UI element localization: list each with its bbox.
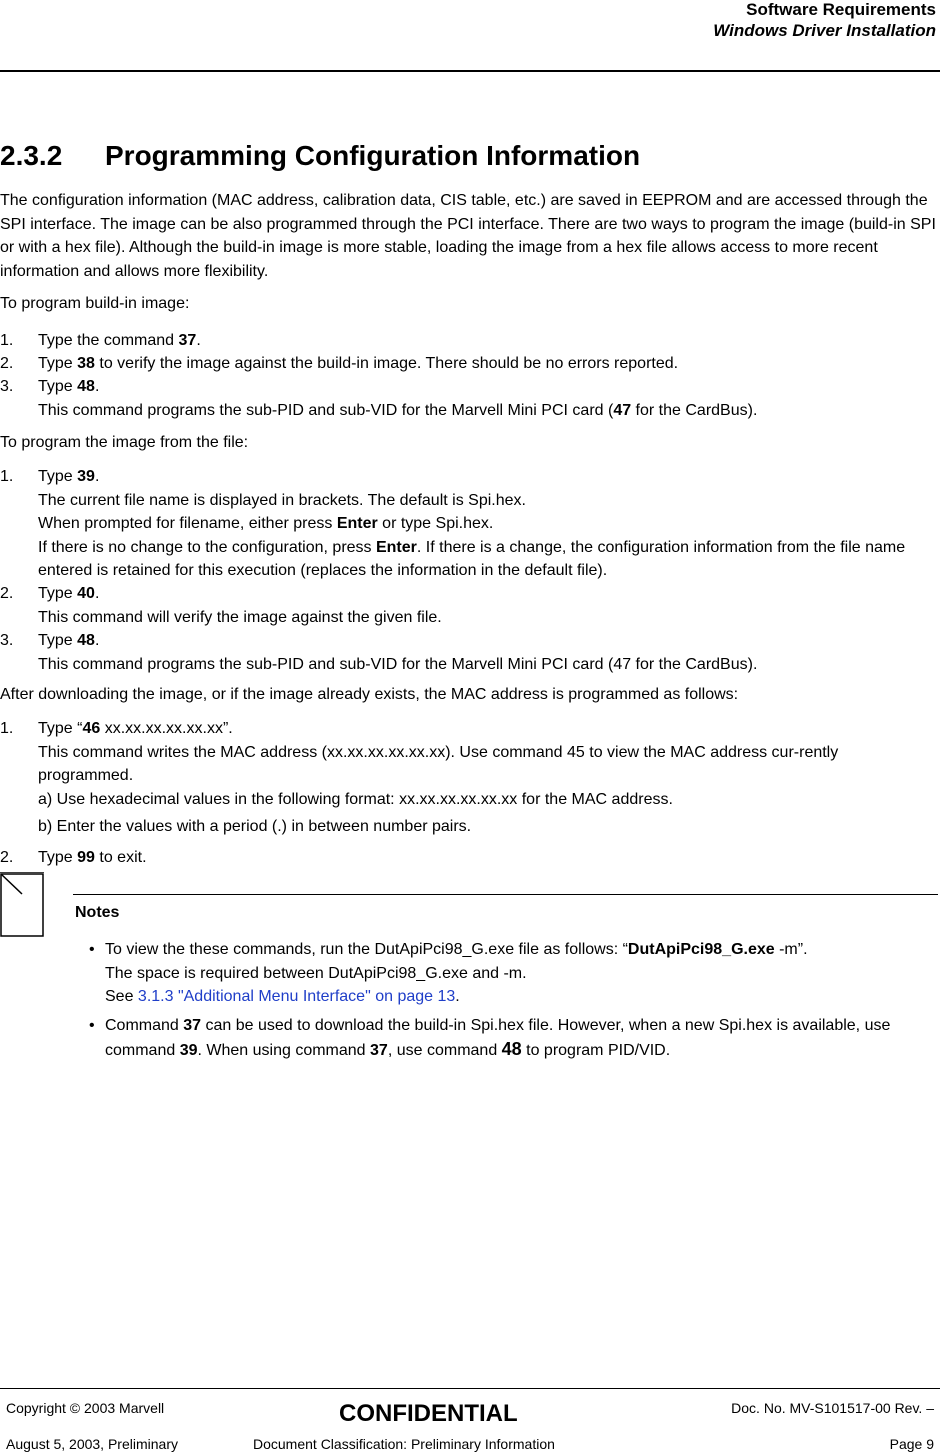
- command-number: 47: [613, 401, 632, 419]
- command-number: 48: [501, 1038, 522, 1059]
- key-name: Enter: [336, 515, 378, 532]
- build-in-step-1: [0, 329, 936, 353]
- step-text: If there is no change to the configuration, press: [38, 538, 376, 556]
- section-number: 2.3.2: [0, 140, 63, 171]
- footer-confidential: CONFIDENTIAL: [339, 1400, 518, 1427]
- command-number: 37: [370, 1041, 388, 1059]
- step-text: to verify the image against the build-in image. There should be no errors reported.: [94, 355, 679, 372]
- footer-classification: Document Classification: Preliminary Information: [253, 1436, 555, 1452]
- step-text: .: [94, 468, 100, 485]
- step-text: to exit.: [94, 849, 147, 866]
- command-number: 37: [183, 1017, 202, 1034]
- step-number: 1.: [0, 332, 14, 349]
- notes-title: Notes: [75, 904, 120, 921]
- step-text: This command programs the sub-PID and sub-VID for the Marvell Mini PCI card (47 for the CardBus).: [38, 655, 758, 673]
- header-subtitle: Windows Driver Installation: [713, 21, 936, 40]
- step-text: This command writes the MAC address (xx.xx.xx.xx.xx.xx). Use command 45 to view the MAC address cur-rently programmed.: [38, 743, 839, 784]
- step-text: This command programs the sub-PID and sub-VID for the Marvell Mini PCI card (: [38, 401, 614, 419]
- command-number: 37: [178, 332, 197, 349]
- note-bullet-1: [75, 938, 937, 1009]
- note-text: .: [455, 988, 460, 1005]
- mac-substep-a: a) Use hexadecimal values in the following format: xx.xx.xx.xx.xx.xx for the MAC address.: [38, 791, 673, 808]
- from-file-step-1: [0, 465, 936, 583]
- note-text: to program PID/VID.: [521, 1041, 671, 1059]
- notes-rule: [73, 894, 938, 895]
- step-text: .: [196, 332, 201, 349]
- note-text: , use command: [387, 1041, 502, 1059]
- note-bullet-2: [75, 1014, 937, 1062]
- executable-name: DutApiPci98_G.exe: [627, 941, 775, 958]
- intro-paragraph: The configuration information (MAC address, calibration data, CIS table, etc.) are saved in EEPROM and are accessed through the SPI interface. The image can be also programmed through the PCI interface. There are two ways to program the image (build-in SPI or with a hex file). Although the build-in image is more stable, loading the image from a hex file allows access to more recent information and allows more flexibility.: [0, 192, 936, 280]
- note-text: The space is required between DutApiPci98_G.exe and -m.: [105, 964, 527, 982]
- header-title: Software Requirements: [746, 0, 936, 19]
- step-text: or type Spi.hex.: [377, 515, 494, 532]
- command-number: 48: [77, 378, 95, 395]
- bullet-dot: •: [89, 1017, 95, 1034]
- from-file-step-2: [0, 582, 936, 629]
- command-number: 38: [77, 355, 95, 372]
- note-text: . When using command: [197, 1041, 371, 1059]
- note-icon: [0, 872, 44, 938]
- note-text: -m”.: [774, 941, 808, 958]
- footer-page-number: Page 9: [889, 1436, 934, 1452]
- step-text: . If there is a change, the configuration information from the file name entered is retained for this execution (replaces the information in the default file).: [38, 538, 906, 579]
- step-text: xx.xx.xx.xx.xx.xx”.: [100, 720, 233, 737]
- section-title: Programming Configuration Information: [105, 140, 641, 171]
- key-name: Enter: [375, 538, 417, 556]
- step-number: 2.: [0, 585, 14, 602]
- step-text: Type: [38, 378, 78, 395]
- build-in-step-2: [0, 352, 936, 376]
- step-text: Type the command: [38, 332, 179, 349]
- note-text: See: [105, 988, 138, 1005]
- command-number: 39: [77, 468, 95, 485]
- note-text: Command: [105, 1017, 184, 1034]
- command-number: 39: [179, 1041, 198, 1059]
- command-number: 40: [77, 585, 95, 602]
- step-text: .: [94, 632, 100, 649]
- note-text: can be used to download the build-in Spi.hex file. However, when a new Spi.hex is available, use command: [105, 1017, 891, 1059]
- bullet-dot: •: [89, 941, 95, 958]
- step-text: Type: [38, 468, 78, 485]
- step-number: 2.: [0, 849, 14, 866]
- from-file-step-3: [0, 629, 936, 676]
- step-text: The current file name is displayed in brackets. The default is Spi.hex.: [38, 491, 526, 509]
- cross-reference-link[interactable]: 3.1.3 "Additional Menu Interface" on page 13: [137, 988, 456, 1005]
- step-text: .: [94, 378, 100, 395]
- mac-heading: After downloading the image, or if the image already exists, the MAC address is programmed as follows:: [0, 686, 739, 703]
- step-text: Type: [38, 632, 78, 649]
- step-number: 3.: [0, 632, 14, 649]
- mac-substep-b: b) Enter the values with a period (.) in between number pairs.: [38, 818, 472, 835]
- step-number: 1.: [0, 720, 14, 737]
- footer-copyright: Copyright © 2003 Marvell: [6, 1400, 165, 1416]
- footer-rule: [0, 1388, 940, 1389]
- mac-step-2: [0, 846, 936, 870]
- step-text: This command will verify the image against the given file.: [38, 608, 442, 626]
- step-text: for the CardBus).: [631, 401, 758, 419]
- step-text: Type: [38, 849, 78, 866]
- step-text: When prompted for filename, either press: [38, 515, 337, 532]
- from-file-heading: To program the image from the file:: [0, 434, 249, 451]
- command-number: 99: [77, 849, 95, 866]
- footer-doc-number: Doc. No. MV-S101517-00 Rev. –: [731, 1400, 934, 1416]
- header-rule: [0, 70, 940, 72]
- step-text: Type: [38, 355, 78, 372]
- command-number: 48: [77, 632, 95, 649]
- step-text: .: [94, 585, 100, 602]
- mac-step-1: [0, 717, 936, 788]
- build-in-heading: To program build-in image:: [0, 295, 190, 312]
- step-number: 3.: [0, 378, 14, 395]
- build-in-step-3: [0, 375, 936, 422]
- step-text: Type: [38, 585, 78, 602]
- step-text: Type “: [38, 720, 83, 737]
- step-number: 2.: [0, 355, 14, 372]
- step-number: 1.: [0, 468, 14, 485]
- note-text: To view the these commands, run the DutApiPci98_G.exe file as follows: “: [105, 941, 628, 958]
- command-number: 46: [82, 720, 101, 737]
- footer-date: August 5, 2003, Preliminary: [6, 1436, 178, 1452]
- section-heading: [0, 140, 640, 172]
